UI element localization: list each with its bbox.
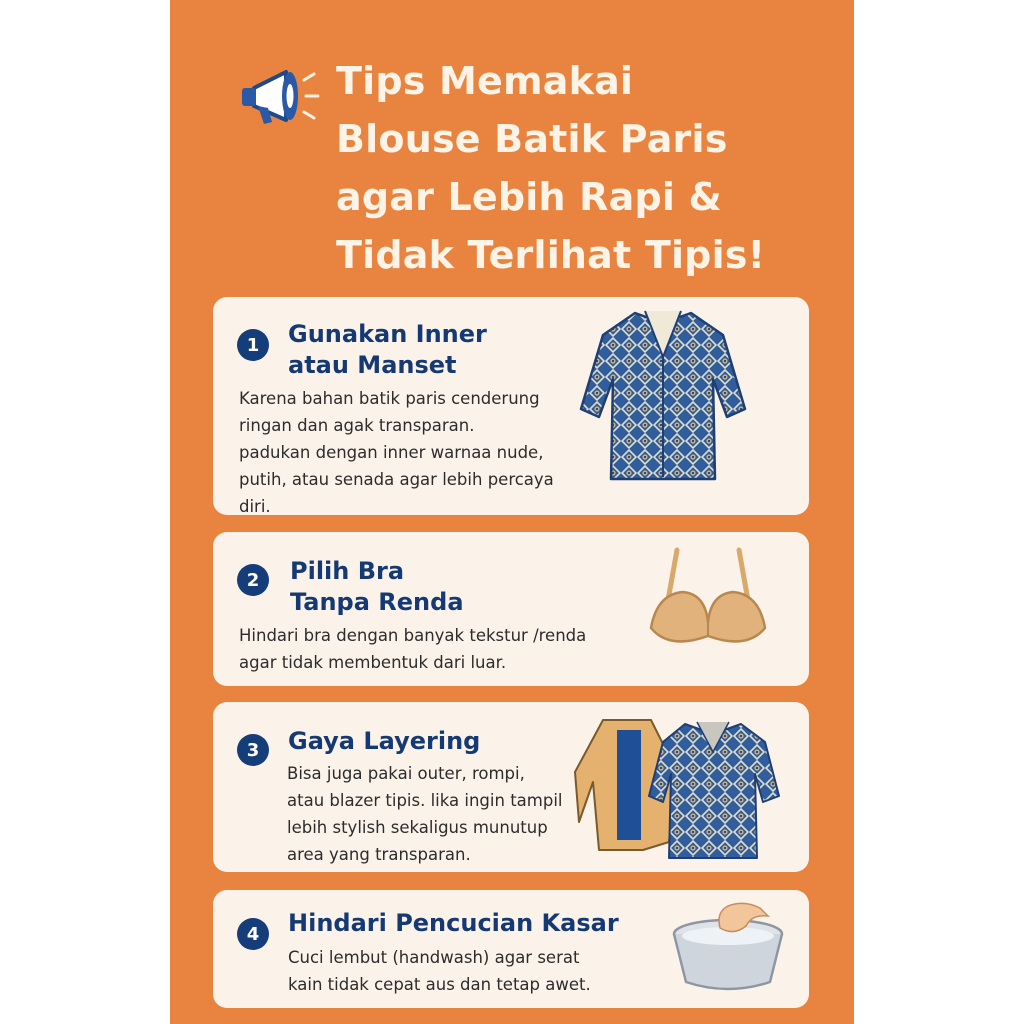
tip-number-badge: 1: [237, 329, 269, 361]
tip-body: [288, 944, 591, 998]
title-line: Tips Memakai: [336, 59, 634, 103]
poster: [170, 0, 854, 1024]
tip-title-line: Gunakan Inner: [288, 320, 487, 348]
tip-body-line: atau blazer tipis. lika ingin tampil: [287, 791, 563, 810]
title-line: Blouse Batik Paris: [336, 117, 728, 161]
tip-body: [239, 622, 586, 676]
tip-title-line: Hindari Pencucian Kasar: [288, 909, 619, 937]
tip-title-line: Pilih Bra: [290, 557, 405, 585]
tip-number-badge: 3: [237, 734, 269, 766]
tip-body-line: lebih stylish sekaligus munutup: [287, 818, 548, 837]
tip-body-line: ringan dan agak transparan.: [239, 416, 475, 435]
tip-card-3: [213, 702, 809, 872]
tip-body-line: kain tidak cepat aus dan tetap awet.: [288, 975, 591, 994]
tip-card-4: [213, 890, 809, 1008]
tip-body: [287, 760, 563, 868]
batik-blouse-illustration: [573, 305, 753, 485]
handwash-basin-illustration: [668, 898, 798, 998]
page-title: [336, 52, 836, 284]
tip-body-line: putih, atau senada agar lebih percaya: [239, 470, 554, 489]
tip-body-line: Karena bahan batik paris cenderung: [239, 389, 540, 408]
title-line: agar Lebih Rapi &: [336, 175, 722, 219]
tip-body-line: Cuci lembut (handwash) agar serat: [288, 948, 580, 967]
tip-title: [288, 908, 619, 939]
tip-body-line: area yang transparan.: [287, 845, 471, 864]
tip-title: [288, 319, 487, 381]
megaphone-icon: [234, 58, 330, 138]
tip-card-2: [213, 532, 809, 686]
header: [170, 52, 854, 282]
tip-title-line: Tanpa Renda: [290, 588, 464, 616]
tip-body-line: Bisa juga pakai outer, rompi,: [287, 764, 525, 783]
bra-illustration: [643, 544, 773, 664]
tip-body-line: agar tidak membentuk dari luar.: [239, 653, 507, 672]
tip-title-line: Gaya Layering: [288, 727, 481, 755]
title-line: Tidak Terlihat Tipis!: [336, 233, 766, 277]
tip-body-line: diri.: [239, 497, 271, 516]
tip-number-badge: 4: [237, 918, 269, 950]
layering-outfit-illustration: [573, 712, 783, 862]
tip-title: [288, 726, 480, 757]
tip-body-line: Hindari bra dengan banyak tekstur /renda: [239, 626, 587, 645]
tip-title: [290, 556, 464, 618]
tip-body: [239, 385, 554, 520]
tip-title-line: atau Manset: [288, 351, 457, 379]
tip-card-1: [213, 297, 809, 515]
tip-number-badge: 2: [237, 564, 269, 596]
tip-body-line: padukan dengan inner warnaa nude,: [239, 443, 544, 462]
